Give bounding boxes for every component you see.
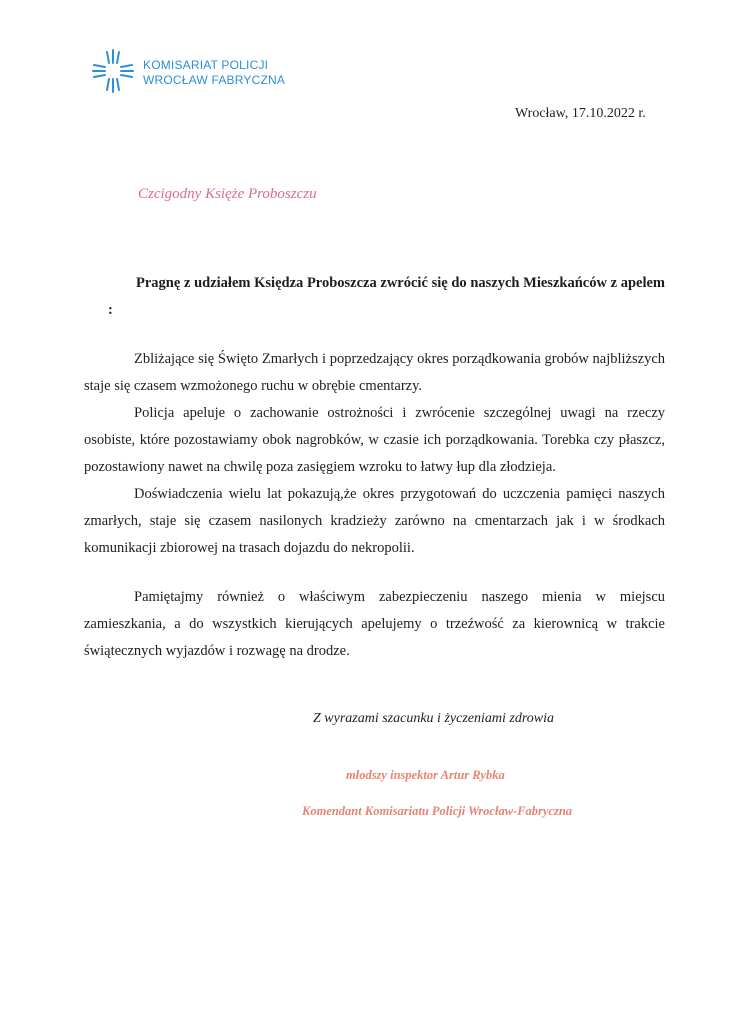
signature-title: Komendant Komisariatu Policji Wrocław-Fabryczna: [302, 804, 573, 818]
organization-name: [143, 58, 285, 88]
closing-line: Z wyrazami szacunku i życzeniami zdrowia: [313, 711, 554, 726]
body-paragraph-4: Pamiętajmy również o właściwym zabezpieczeniu naszego mienia w miejscu zamieszkania, a do wszystkich kierujących apelujemy o trzeźwość za kierownicą w trakcie świątecznych wyjazdów i rozwagę na drodze.: [84, 589, 665, 659]
letter-date: Wrocław, 17.10.2022 r.: [515, 106, 646, 121]
signature-name: młodszy inspektor Artur Rybka: [346, 768, 505, 782]
organization-name-line1: KOMISARIAT POLICJI: [143, 58, 269, 72]
organization-name-line2: WROCŁAW FABRYCZNA: [143, 73, 286, 87]
body-paragraph-2: Policja apeluje o zachowanie ostrożności i zwrócenie szczególnej uwagi na rzeczy osobiste, które pozostawiamy obok nagrobków, w czasie ich porządkowania. Torebka czy płaszcz, pozostawiony nawet na chwilę poza zasięgiem wzroku to łatwy łup dla złodzieja.: [84, 405, 665, 475]
body-paragraph-1: Zbliżające się Święto Zmarłych i poprzedzający okres porządkowania grobów najbliższych staje się czasem wzmożonego ruchu w obrębie cmentarzy.: [84, 351, 665, 394]
salutation: Czcigodny Księże Proboszczu: [138, 186, 317, 202]
police-star-logo-icon: [92, 48, 134, 94]
body-paragraph-3: Doświadczenia wielu lat pokazują,że okres przygotowań do uczczenia pamięci naszych zmarłych, staje się czasem nasilonych kradzieży zarówno na cmentarzach jak i w środkach komunikacji zbiorowej na trasach dojazdu do nekropolii.: [84, 486, 665, 556]
intro-paragraph: Pragnę z udziałem Księdza Proboszcza zwrócić się do naszych Mieszkańców z apelem :: [108, 275, 665, 318]
